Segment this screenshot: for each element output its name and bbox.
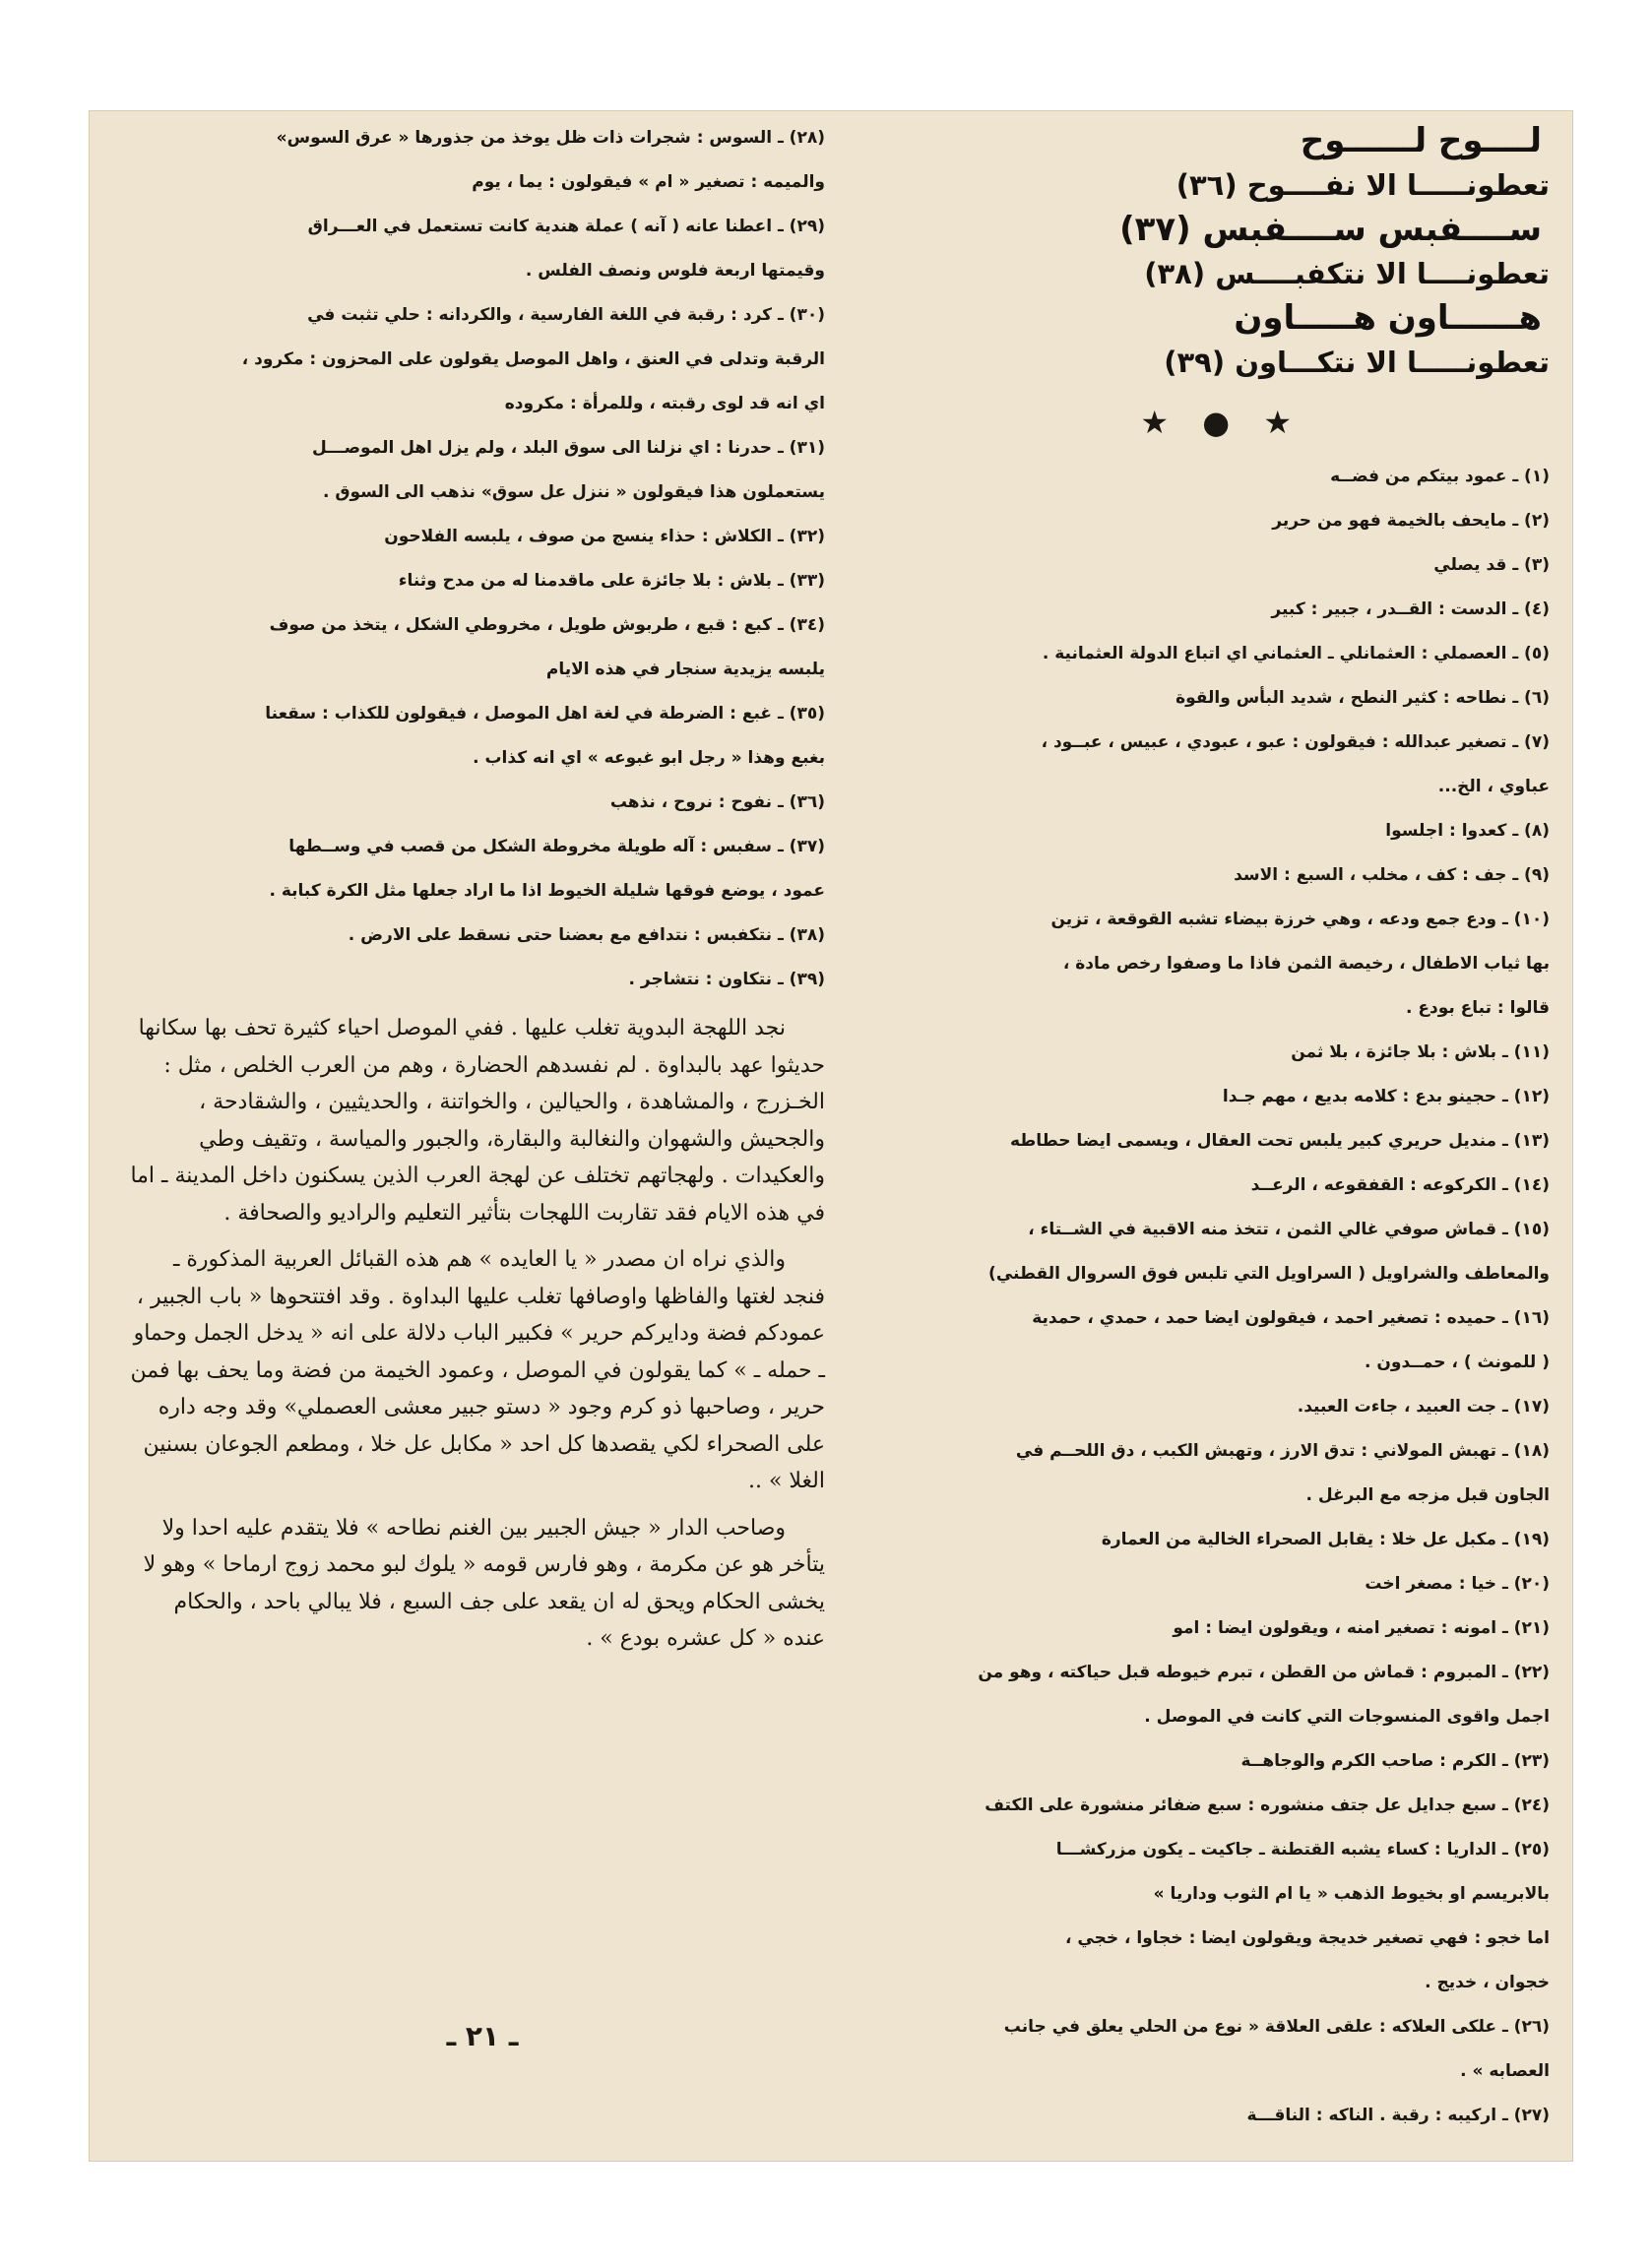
footnote-line: (١٦) ـ حميده : تصغير احمد ، فيقولون ايضا حمد ، حمدي ، حمدية [1032, 1308, 1550, 1328]
footnote-line: (٣٧) ـ سفبس : آله طويلة مخروطة الشكل من قصب في وســطها [288, 837, 825, 856]
footnote-line: (٢٤) ـ سبع جدايل عل جتف منشوره : سبع ضفائر منشورة على الكتف [985, 1796, 1550, 1815]
footnote-line: والمعاطف والشراويل ( السراويل التي تلبس فوق السروال القطني) [988, 1264, 1550, 1284]
footnote-line: (٢٠) ـ خيا : مصغر اخت [1365, 1574, 1550, 1594]
body-paragraph: وصاحب الدار « جيش الجبير بين الغنم نطاحه » فلا يتقدم عليه احدا ولا يتأخر هو عن مكرمة ، وهو فارس قومه « يلوك لبو محمد زوج ارماحا » وهو لا يخشى الحكام ويحق له ان يقعد على جف السبع ، فلا يبالي باحد ، والحكام عنده « كل عشره بودع » . [143, 1515, 825, 1651]
footnote-line: (١٥) ـ قماش صوفي غالي الثمن ، تتخذ منه الاقبية في الشــتاء ، [1028, 1220, 1550, 1239]
left-column [128, 110, 825, 1668]
body-paragraph: والذي نراه ان مصدر « يا العايده » هم هذه القبائل العربية المذكورة ـ فنجد لغتها والفاظها واوصافها تغلب عليها البداوة . وقد افتتحوها « باب الجبير ، عمودكم فضة ودايركم حرير » فكبير الباب دلالة على انه « يدخل الجمل وحماو ـ حمله ـ » كما يقولون في الموصل ، وعمود الخيمة من فضة وما يحف بها فمن حرير ، وصاحبها ذو كرم وجود « دستو جبير معشى العصملي» وقد وجه داره على الصحراء لكي يقصدها كل احد « مكابل عل خلا ، ومطعم الجوعان بسنين الغلا » .. [130, 1247, 825, 1493]
footnote-line: (١٠) ـ ودع جمع ودعه ، وهي خرزة بيضاء تشبه القوقعة ، تزين [1050, 910, 1550, 929]
footnote-line: (٣) ـ قد يصلي [1433, 555, 1550, 575]
footnote-line: خجوان ، خديج . [1425, 1973, 1550, 1992]
verse-line: تعطونــــا الا نتكفبــــس (٣٨) [1144, 257, 1550, 290]
star-dot-ornament-icon: ★ ● ★ [1140, 404, 1303, 441]
footnote-line: (٣٢) ـ الكلاش : حذاء ينسج من صوف ، يلبسه الفلاحون [384, 527, 825, 546]
right-footnotes [876, 455, 1550, 2138]
footnote-line: بغبع وهذا « رجل ابو غبوعه » اي انه كذاب . [473, 748, 825, 768]
footnote-line: (١٢) ـ حجينو بدع : كلامه بديع ، مهم جـدا [1222, 1087, 1550, 1106]
footnote-line: (٦) ـ نطاحه : كثير النطح ، شديد البأس والقوة [1175, 688, 1550, 708]
footnote-line: (٣٨) ـ نتكفبس : نتدافع مع بعضنا حتى نسقط على الارض . [348, 925, 825, 945]
footnote-line: ( للمونث ) ، حمــدون . [1365, 1353, 1550, 1372]
footnote-line: (٢٨) ـ السوس : شجرات ذات ظل يوخذ من جذورها « عرق السوس» [276, 128, 825, 148]
footnote-line: اما خجو : فهي تصغير خديجة ويقولون ايضا : خجاوا ، خجي ، [1065, 1928, 1550, 1948]
footnote-line: (١٤) ـ الكركوعه : القفقوعه ، الرعــد [1250, 1175, 1550, 1195]
footnote-line: (١٨) ـ تهبش المولاني : تدق الارز ، وتهبش الكبب ، دق اللحــم في [1015, 1441, 1550, 1461]
verse-line: هــــــاون هـــــاون [1234, 298, 1542, 338]
footnote-line: وقيمتها اربعة فلوس ونصف الفلس . [525, 261, 825, 281]
right-column [876, 110, 1550, 2138]
footnote-line: (٢) ـ مايحف بالخيمة فهو من حرير [1272, 511, 1550, 531]
footnote-line: (٩) ـ جف : كف ، مخلب ، السبع : الاسد [1234, 865, 1550, 885]
footnote-line: (٣٠) ـ كرد : رقبة في اللغة الفارسية ، والكردانه : حلي تثبت في [307, 305, 825, 325]
footnote-line: والميمه : تصغير « ام » فيقولون : يما ، يوم [472, 172, 825, 192]
footnote-line: (٢٣) ـ الكرم : صاحب الكرم والوجاهــة [1240, 1751, 1550, 1771]
footnote-line: العصابه » . [1460, 2061, 1550, 2081]
footnote-line: (١١) ـ بلاش : بلا جائزة ، بلا ثمن [1291, 1042, 1550, 1062]
footnote-line: (٨) ـ كعدوا : اجلسوا [1385, 821, 1550, 841]
footnote-line: يلبسه يزيدية سنجار في هذه الايام [545, 660, 825, 679]
footnote-line: الجاون قبل مزجه مع البرغل . [1305, 1485, 1550, 1505]
article-body [128, 1010, 825, 1658]
footnote-line: (٣٥) ـ غبع : الضرطة في لغة اهل الموصل ، فيقولون للكذاب : سقعنا [265, 704, 825, 724]
footnote-line: (٣٦) ـ نفوح : نروح ، نذهب [609, 792, 825, 812]
verse-line: لــــوح لــــــوح [1300, 121, 1542, 160]
page-paper [89, 110, 1573, 2162]
footnote-line: اي انه قد لوى رقبته ، وللمرأة : مكروده [504, 394, 825, 413]
footnote-line: بالابريسم او بخيوط الذهب « يا ام الثوب وداريا » [1153, 1884, 1550, 1904]
footnote-line: (١) ـ عمود بيتكم من فضــه [1330, 467, 1550, 486]
footnote-line: (٣١) ـ حدرنا : اي نزلنا الى سوق البلد ، ولم يزل اهل الموصـــل [312, 438, 825, 458]
verse-line: ســــفبس ســــفبس (٣٧) [1119, 210, 1542, 249]
footnote-line: (٣٤) ـ كبع : قبع ، طربوش طويل ، مخروطي الشكل ، يتخذ من صوف [269, 615, 825, 635]
footnote-line: (١٧) ـ جت العبيد ، جاءت العبيد. [1297, 1397, 1550, 1417]
footnote-line: الرقبة وتدلى في العنق ، واهل الموصل يقولون على المحزون : مكرود ، [241, 349, 825, 369]
footnote-line: (٤) ـ الدست : القــدر ، جبير : كبير [1271, 599, 1550, 619]
footnote-line: قالوا : تباع بودع . [1405, 998, 1550, 1018]
footnote-line: عمود ، يوضع فوقها شليلة الخيوط اذا ما اراد جعلها مثل الكرة كبابة . [269, 881, 825, 901]
footnote-line: (٢٥) ـ الداريا : كساء يشبه القتطنة ـ جاكيت ـ يكون مزركشـــا [1055, 1840, 1550, 1859]
footnote-line: (٣٩) ـ نتكاون : نتشاجر . [628, 970, 825, 989]
footnote-line: بها ثياب الاطفال ، رخيصة الثمن فاذا ما وصفوا رخص مادة ، [1062, 954, 1550, 974]
footnote-line: (٧) ـ تصغير عبدالله : فيقولون : عبو ، عبودي ، عبيس ، عبــود ، [1041, 732, 1550, 752]
footnote-line: اجمل واقوى المنسوجات التي كانت في الموصل . [1144, 1707, 1550, 1727]
footnote-line: يستعملون هذا فيقولون « ننزل عل سوق» نذهب الى السوق . [322, 482, 825, 502]
left-footnotes [128, 116, 825, 1002]
page-number: ـ ٢١ ـ [446, 2020, 519, 2052]
footnote-line: (٢٦) ـ علكى العلاكه : علقى العلاقة « نوع من الحلي يعلق في جانب [1003, 2017, 1550, 2037]
footnote-line: عباوي ، الخ... [1437, 777, 1550, 796]
footnote-line: (٥) ـ العصملي : العثمانلي ـ العثماني اي اتباع الدولة العثمانية . [1042, 644, 1550, 663]
verse-line: تعطونـــــا الا نفــــوح (٣٦) [1175, 168, 1550, 202]
footnote-line: (٢٢) ـ المبروم : قماش من القطن ، تبرم خيوطه قبل حياكته ، وهو من [978, 1663, 1550, 1682]
footnote-line: (١٣) ـ منديل حريري كبير يلبس تحت العقال ، ويسمى ايضا حطاطه [1009, 1131, 1550, 1151]
footnote-line: (٢١) ـ امونه : تصغير امنه ، ويقولون ايضا : امو [1173, 1618, 1550, 1638]
footnote-line: (١٩) ـ مكبل عل خلا : يقابل الصحراء الخالية من العمارة [1101, 1530, 1550, 1549]
footnote-line: (٣٣) ـ بلاش : بلا جائزة على ماقدمنا له من مدح وثناء [398, 571, 825, 591]
body-paragraph: نجد اللهجة البدوية تغلب عليها . ففي الموصل احياء كثيرة تحف بها سكانها حديثوا عهد بالبداوة . لم نفسدهم الحضارة ، وهم من العرب الخلص ، مثل : الخـزرج ، والمشاهدة ، والحيالين ، والخواتنة ، والحديثيين ، والشقادحة ، والجحيش والشهوان والنغالبة والبقارة، والجبور والمياسة ، وتقيف وطي والعكيدات . ولهجاتهم تختلف عن لهجة العرب الذين يسكنون داخل المدينة ـ اما في هذه الايام فقد تقاربت اللهجات بتأثير التعليم والراديو والصحافة . [130, 1016, 825, 1226]
footnote-line: (٢٧) ـ اركيبه : رقبة . الناكه : الناقـــة [1246, 2106, 1550, 2125]
verse-line: تعطونـــــا الا نتكـــاون (٣٩) [1164, 346, 1550, 379]
footnote-line: (٢٩) ـ اعطنا عانه ( آنه ) عملة هندية كانت تستعمل في العـــراق [307, 217, 825, 236]
folk-song-verses [876, 118, 1550, 384]
